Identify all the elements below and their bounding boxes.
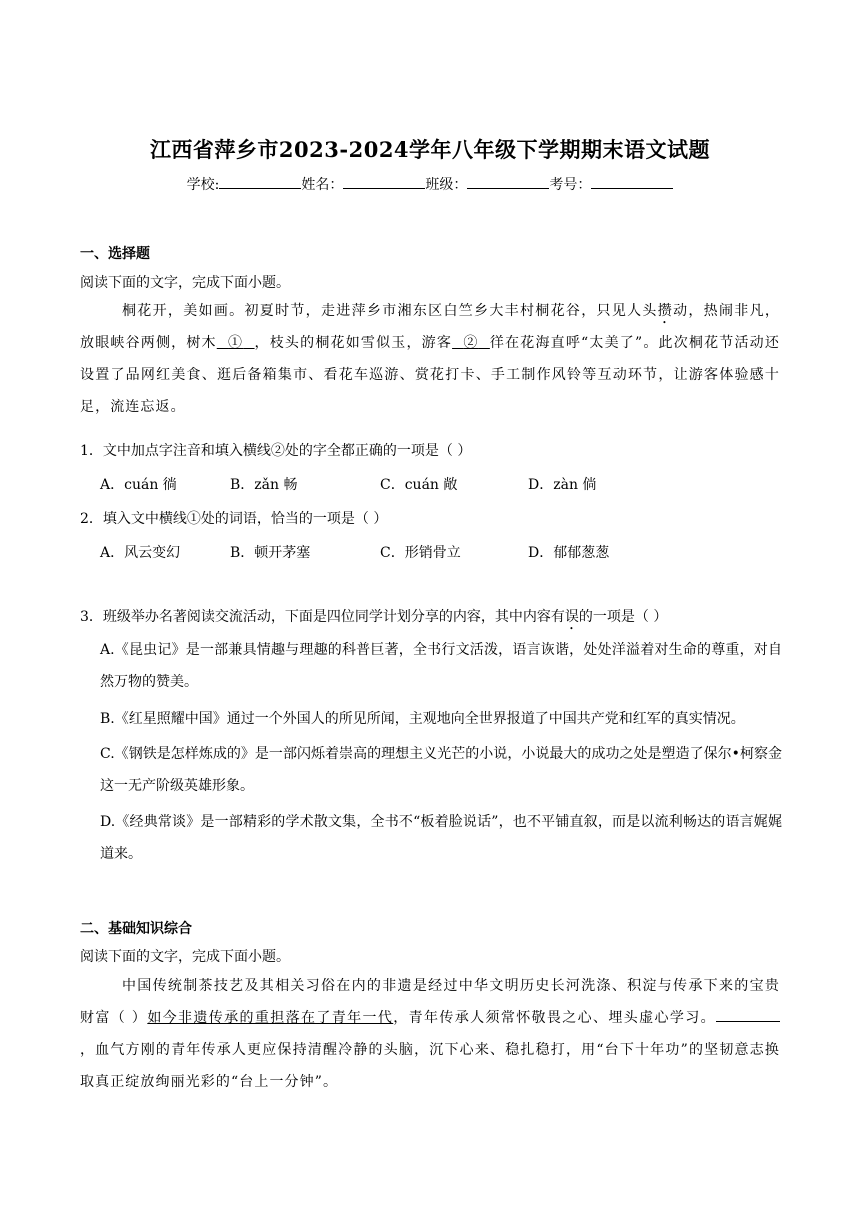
underlined-sentence: 如今非遗传承的重担落在了青年一代 [147,1010,394,1026]
blank-1: ① [228,335,244,351]
exam-title: 江西省萍乡市2023-2024学年八年级下学期期末语文试题 [149,137,711,162]
class-blank[interactable] [467,174,549,189]
passage-2-part3: ，血气方刚的青年传承人更应保持清醒冷静的头脑，沉下心来、稳扎稳打，用“台下十年功”的坚韧意志换取真正绽放绚丽光彩的“台上一分钟”。 [80,1042,780,1090]
exam-no-label: 考号： [549,177,592,193]
name-label: 姓名： [301,177,344,193]
q2-option-b[interactable]: B．顿开茅塞 [230,545,311,561]
school-blank[interactable] [219,174,301,189]
blank-2: ② [463,335,479,351]
q1-option-a[interactable]: A．cuán 徜 [100,477,177,493]
passage-1-part1: 桐花开，美如画。初夏时节，走进萍乡市湘东区白竺乡大丰村桐花谷，只见人头 [122,303,658,319]
q1-option-c[interactable]: C．cuán 敞 [380,477,458,493]
question-2-stem: 2．填入文中横线①处的词语，恰当的一项是（ ） [80,511,388,527]
question-3-stem: 3．班级举办名著阅读交流活动，下面是四位同学计划分享的内容，其中内容有误的一项是（ ） [80,609,668,625]
passage-1-part3: ，枝头的桐花如雪似玉，游客 [254,335,453,351]
q3-option-c[interactable]: C.《钢铁是怎样炼成的》是一部闪烁着崇高的理想主义光芒的小说，小说最大的成功之处是塑造了保尔•柯察金这一无产阶级英雄形象。 [100,746,782,794]
q2-option-a[interactable]: A．风云变幻 [100,545,181,561]
student-info-line [0,174,860,194]
q3-option-d[interactable]: D.《经典常谈》是一部精彩的学术散文集，全书不“板着脸说话”，也不平铺直叙，而是以流利畅达的语言娓娓道来。 [100,814,782,862]
passage-1-part4: 徉在花海直呼“太美了”。此次桐花节活动还设置了品网红美食、逛后备箱集市、看花车巡游、赏花打卡、手工制作风铃等互动环节，让游客体验感十足，流连忘返。 [80,335,780,415]
q2-option-c[interactable]: C．形销骨立 [380,545,461,561]
q3-option-a[interactable]: A.《昆虫记》是一部兼具情趣与理趣的科普巨著，全书行文活泼，语言诙谐，处处洋溢着对生命的尊重，对自然万物的赞美。 [100,642,782,690]
class-label: 班级： [425,177,468,193]
passage-1-part2: 动，热闹非凡，放眼峡谷两侧，树木 [80,303,781,351]
dotted-char-cuan: 攒 [657,303,674,319]
q1-option-b[interactable]: B．zǎn 畅 [230,477,298,493]
section-2-passage [80,970,780,1098]
q1-option-d[interactable]: D．zàn 倘 [528,477,597,493]
passage-2-part2: ，青年传承人须常怀敬畏之心、埋头虚心学习。 [393,1010,716,1026]
section-2-heading: 二、基础知识综合 [80,921,192,937]
q3-option-b[interactable]: B.《红星照耀中国》通过一个外国人的所见所闻，主观地向全世界报道了中国共产党和红军的真实情况。 [100,711,745,727]
q2-option-d[interactable]: D．郁郁葱葱 [528,545,610,561]
question-1-stem: 1．文中加点字注音和填入横线②处的字全都正确的一项是（ ） [80,443,472,459]
dotted-char-wu: 误 [564,609,579,625]
section-1-instruction: 阅读下面的文字，完成下面小题。 [80,275,290,291]
name-blank[interactable] [343,174,425,189]
exam-no-blank[interactable] [591,174,673,189]
section-2-instruction: 阅读下面的文字，完成下面小题。 [80,949,290,965]
passage-2-part1: 中国传统制茶技艺及其相关习俗在内的非遗是经过中华文明历史长河洗涤、积淀与传承下来的宝贵财富（ ） [80,978,780,1026]
section-1-passage [80,295,780,423]
fill-blank[interactable] [716,1007,780,1022]
school-label: 学校: [186,177,220,193]
section-1-heading: 一、选择题 [80,246,150,262]
